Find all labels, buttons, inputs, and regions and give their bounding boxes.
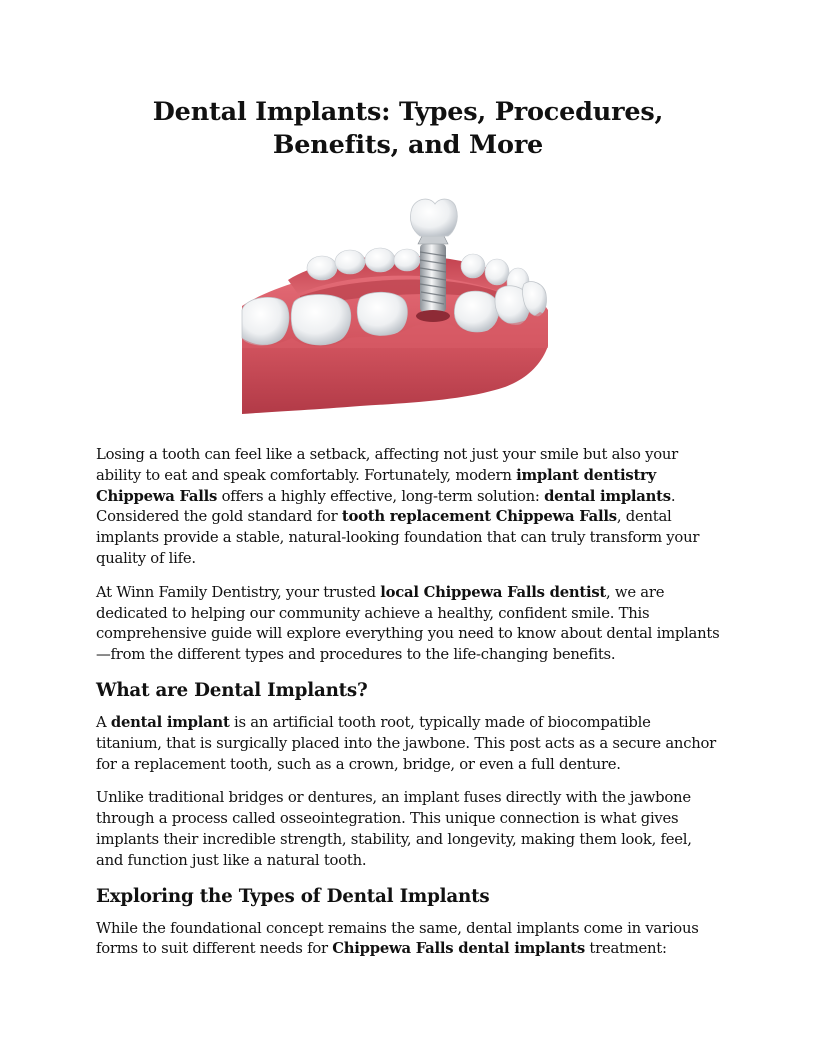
text-run: A: [96, 713, 111, 731]
text-run: While the foundational concept remains the same, dental implants come in various forms to suit different needs for: [96, 919, 699, 958]
text-run: , we are dedicated to helping our community achieve a healthy, confident smile. This comprehensive guide will explore everything you need to know about dental implants—from the different types and procedures to the life-changing benefits.: [96, 583, 720, 664]
dental-implant-icon: [240, 198, 550, 416]
implant-screw: [416, 236, 450, 322]
implant-crown: [410, 199, 457, 236]
section2-paragraph-1: [96, 919, 720, 961]
bold-keyword: dental implant: [110, 713, 230, 731]
text-run: is an artificial tooth root, typically made of biocompatible titanium, that is surgically placed into the jawbone. This post acts as a secure anchor for a replacement tooth, such as a crown, bridge, or even a full denture.: [96, 713, 716, 773]
bold-keyword: Chippewa Falls dental implants: [332, 940, 585, 958]
page-title: [96, 96, 720, 162]
title-line-2: Benefits, and More: [272, 130, 544, 160]
section1-paragraph-2: Unlike traditional bridges or dentures, an implant fuses directly with the jawbone through a process called osseointegration. This unique connection is what gives implants their incredible strength, stability, and longevity, making them look, feel, and function just like a natural tooth.: [96, 789, 692, 869]
dental-implant-illustration: [240, 198, 550, 416]
bold-keyword: tooth replacement Chippewa Falls: [341, 508, 617, 526]
text-run: , dental implants provide a stable, natural-looking foundation that can truly transform your quality of life.: [96, 508, 700, 567]
section-heading-types: Exploring the Types of Dental Implants: [96, 885, 490, 907]
text-run: offers a highly effective, long-term solution:: [217, 487, 545, 505]
intro-paragraph-2: [96, 583, 720, 666]
article-body: [96, 445, 720, 973]
text-run: Losing a tooth can feel like a setback, affecting not just your smile but also your ability to eat and speak comfortably. Fortunately, modern: [96, 446, 678, 484]
text-run: At Winn Family Dentistry, your trusted: [96, 583, 381, 601]
document-page: [96, 0, 720, 958]
intro-paragraph-1: [96, 445, 720, 570]
bold-keyword: dental implants: [544, 487, 671, 505]
text-run: treatment:: [584, 940, 667, 958]
text-run: . Considered the gold standard for: [96, 487, 676, 526]
bold-keyword: local Chippewa Falls dentist: [380, 583, 607, 601]
section-heading-what-are-implants: What are Dental Implants?: [96, 679, 368, 701]
title-line-1: Dental Implants: Types, Procedures,: [152, 97, 664, 127]
section1-paragraph-1: [96, 713, 720, 775]
bold-keyword: implant dentistry Chippewa Falls: [96, 466, 656, 505]
